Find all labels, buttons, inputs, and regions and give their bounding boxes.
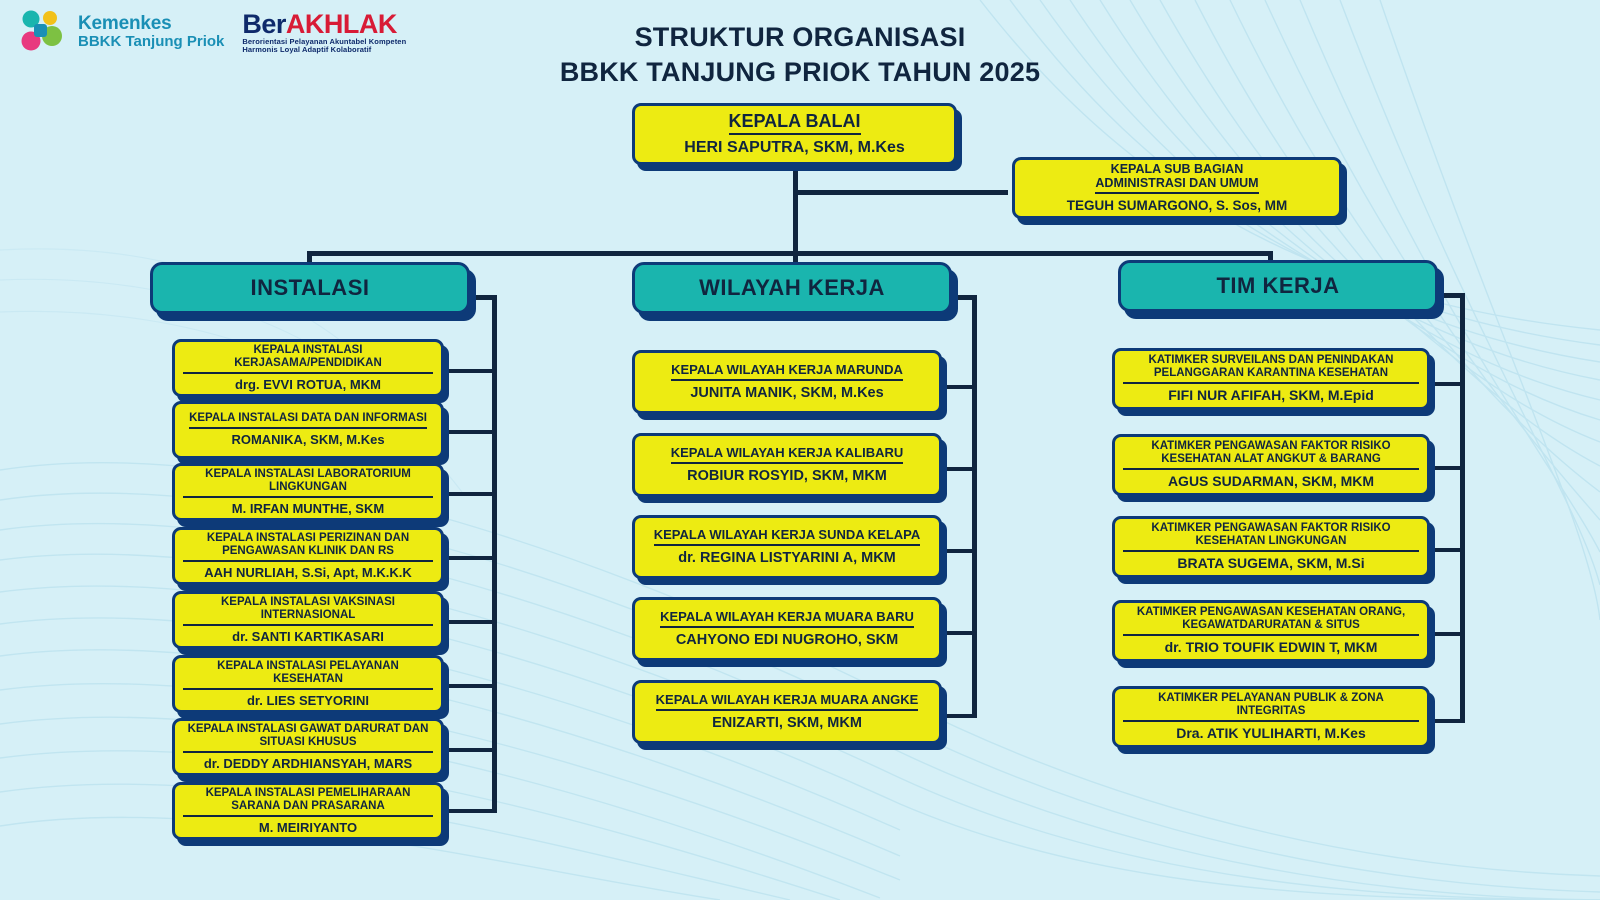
node-instalasi-1-role: KEPALA INSTALASI KERJASAMA/PENDIDIKAN [183,344,433,374]
kemenkes-line2: BBKK Tanjung Priok [78,33,225,51]
node-wilayah-2-role: KEPALA WILAYAH KERJA KALIBARU [671,446,904,465]
node-tim-3-role: KATIMKER PENGAWASAN FAKTOR RISIKO KESEHATAN LINGKUNGAN [1123,522,1419,552]
node-tim-2-role: KATIMKER PENGAWASAN FAKTOR RISIKO KESEHATAN ALAT ANGKUT & BARANG [1123,440,1419,470]
node-instalasi-5[interactable] [172,591,444,649]
node-instalasi-3-person: M. IRFAN MUNTHE, SKM [231,500,385,516]
node-instalasi-6-role: KEPALA INSTALASI PELAYANAN KESEHATAN [183,660,433,690]
node-instalasi-8[interactable] [172,782,444,840]
subbagian-person: TEGUH SUMARGONO, S. Sos, MM [1066,198,1288,214]
node-instalasi-8-person: M. MEIRIYANTO [258,819,358,835]
node-instalasi-7-role: KEPALA INSTALASI GAWAT DARURAT DAN SITUASI KHUSUS [183,723,433,753]
node-wilayah-3[interactable] [632,515,942,579]
node-instalasi-6[interactable] [172,655,444,713]
connector-main-bus [307,251,1273,256]
node-wilayah-3-role: KEPALA WILAYAH KERJA SUNDA KELAPA [654,528,921,547]
node-instalasi-2-role: KEPALA INSTALASI DATA DAN INFORMASI [189,412,427,429]
connector-instalasi-branch-1 [440,369,496,373]
berakhlak-sub2: Harmonis Loyal Adaptif Kolaboratif [242,44,372,54]
berakhlak-sub1: Berorientasi Pelayanan Akuntabel Kompeten [242,37,407,46]
title-line-1: STRUKTUR ORGANISASI [634,22,966,52]
connector-spine-wilayah [972,295,977,718]
node-instalasi-7-person: dr. DEDDY ARDHIANSYAH, MARS [203,755,413,771]
node-tim-1[interactable] [1112,348,1430,410]
node-instalasi-5-person: dr. SANTI KARTIKASARI [232,628,384,644]
node-tim-2[interactable] [1112,434,1430,496]
node-wilayah-4-person: CAHYONO EDI NUGROHO, SKM [675,632,899,649]
kepala-balai-person: HERI SAPUTRA, SKM, M.Kes [684,139,905,157]
berakhlak-ber: Ber [242,9,286,39]
column-header-wilayah-kerja[interactable]: WILAYAH KERJA [632,262,952,314]
node-instalasi-2[interactable] [172,401,444,459]
node-wilayah-1[interactable] [632,350,942,414]
node-instalasi-3[interactable] [172,463,444,521]
subbagian-role-line1: KEPALA SUB BAGIAN [1110,162,1244,177]
node-wilayah-5-role: KEPALA WILAYAH KERJA MUARA ANGKE [656,693,919,712]
node-instalasi-8-role: KEPALA INSTALASI PEMELIHARAAN SARANA DAN PRASARANA [183,787,433,817]
node-instalasi-4[interactable] [172,527,444,585]
node-instalasi-6-person: dr. LIES SETYORINI [246,692,370,708]
node-wilayah-1-role: KEPALA WILAYAH KERJA MARUNDA [671,363,903,382]
node-kepala-sub-bagian[interactable] [1012,157,1342,219]
node-instalasi-4-role: KEPALA INSTALASI PERIZINAN DAN PENGAWASAN KLINIK DAN RS [183,532,433,562]
node-tim-1-role: KATIMKER SURVEILANS DAN PENINDAKAN PELANGGARAN KARANTINA KESEHATAN [1123,354,1419,384]
node-wilayah-5[interactable] [632,680,942,744]
node-wilayah-2[interactable] [632,433,942,497]
node-wilayah-3-person: dr. REGINA LISTYARINI A, MKM [678,550,896,567]
column-header-tim-kerja[interactable]: TIM KERJA [1118,260,1438,312]
title-line-2: BBKK TANJUNG PRIOK TAHUN 2025 [559,56,1041,87]
column-header-instalasi[interactable]: INSTALASI [150,262,470,314]
node-tim-4-role: KATIMKER PENGAWASAN KESEHATAN ORANG, KEGAWATDARURATAN & SITUS [1123,606,1419,636]
berakhlak-akhlak: AKHLAK [285,9,397,39]
node-wilayah-1-person: JUNITA MANIK, SKM, M.Kes [690,385,884,402]
node-tim-5-person: Dra. ATIK YULIHARTI, M.Kes [1176,725,1366,742]
connector-instalasi-branch-6 [440,684,496,688]
connector-head-to-subbagian [793,190,1008,195]
node-wilayah-4-role: KEPALA WILAYAH KERJA MUARA BARU [660,610,914,629]
node-tim-5[interactable] [1112,686,1430,748]
node-instalasi-1[interactable] [172,339,444,397]
node-tim-3[interactable] [1112,516,1430,578]
node-instalasi-1-person: drg. EVVI ROTUA, MKM [235,376,381,392]
node-instalasi-7[interactable] [172,718,444,776]
node-tim-4-person: dr. TRIO TOUFIK EDWIN T, MKM [1164,639,1378,656]
page-title [0,20,1600,89]
subbagian-role-line2: ADMINISTRASI DAN UMUM [1095,176,1259,191]
kepala-balai-role: KEPALA BALAI [729,111,861,135]
connector-instalasi-branch-4 [440,556,496,560]
kemenkes-line1: Kemenkes [78,13,172,35]
node-tim-5-role: KATIMKER PELAYANAN PUBLIK & ZONA INTEGRITAS [1123,692,1419,722]
node-tim-1-person: FIFI NUR AFIFAH, SKM, M.Epid [1168,387,1374,404]
node-instalasi-3-role: KEPALA INSTALASI LABORATORIUM LINGKUNGAN [183,468,433,498]
connector-head-down [793,168,798,256]
node-tim-4[interactable] [1112,600,1430,662]
connector-instalasi-branch-3 [440,492,496,496]
node-instalasi-4-person: AAH NURLIAH, S.Si, Apt, M.K.K.K [204,564,412,580]
node-wilayah-5-person: ENIZARTI, SKM, MKM [712,715,862,732]
connector-instalasi-branch-5 [440,620,496,624]
connector-instalasi-branch-2 [440,430,496,434]
node-tim-3-person: BRATA SUGEMA, SKM, M.Si [1177,555,1365,572]
subbagian-role [1095,162,1258,194]
node-tim-2-person: AGUS SUDARMAN, SKM, MKM [1167,473,1375,490]
connector-instalasi-branch-8 [440,809,496,813]
connector-instalasi-branch-7 [440,748,496,752]
node-wilayah-2-person: ROBIUR ROSYID, SKM, MKM [687,468,887,485]
node-kepala-balai[interactable] [632,103,957,165]
node-instalasi-5-role: KEPALA INSTALASI VAKSINASI INTERNASIONAL [183,596,433,626]
node-wilayah-4[interactable] [632,597,942,661]
connector-spine-tim [1460,293,1465,723]
node-instalasi-2-person: ROMANIKA, SKM, M.Kes [231,432,385,448]
